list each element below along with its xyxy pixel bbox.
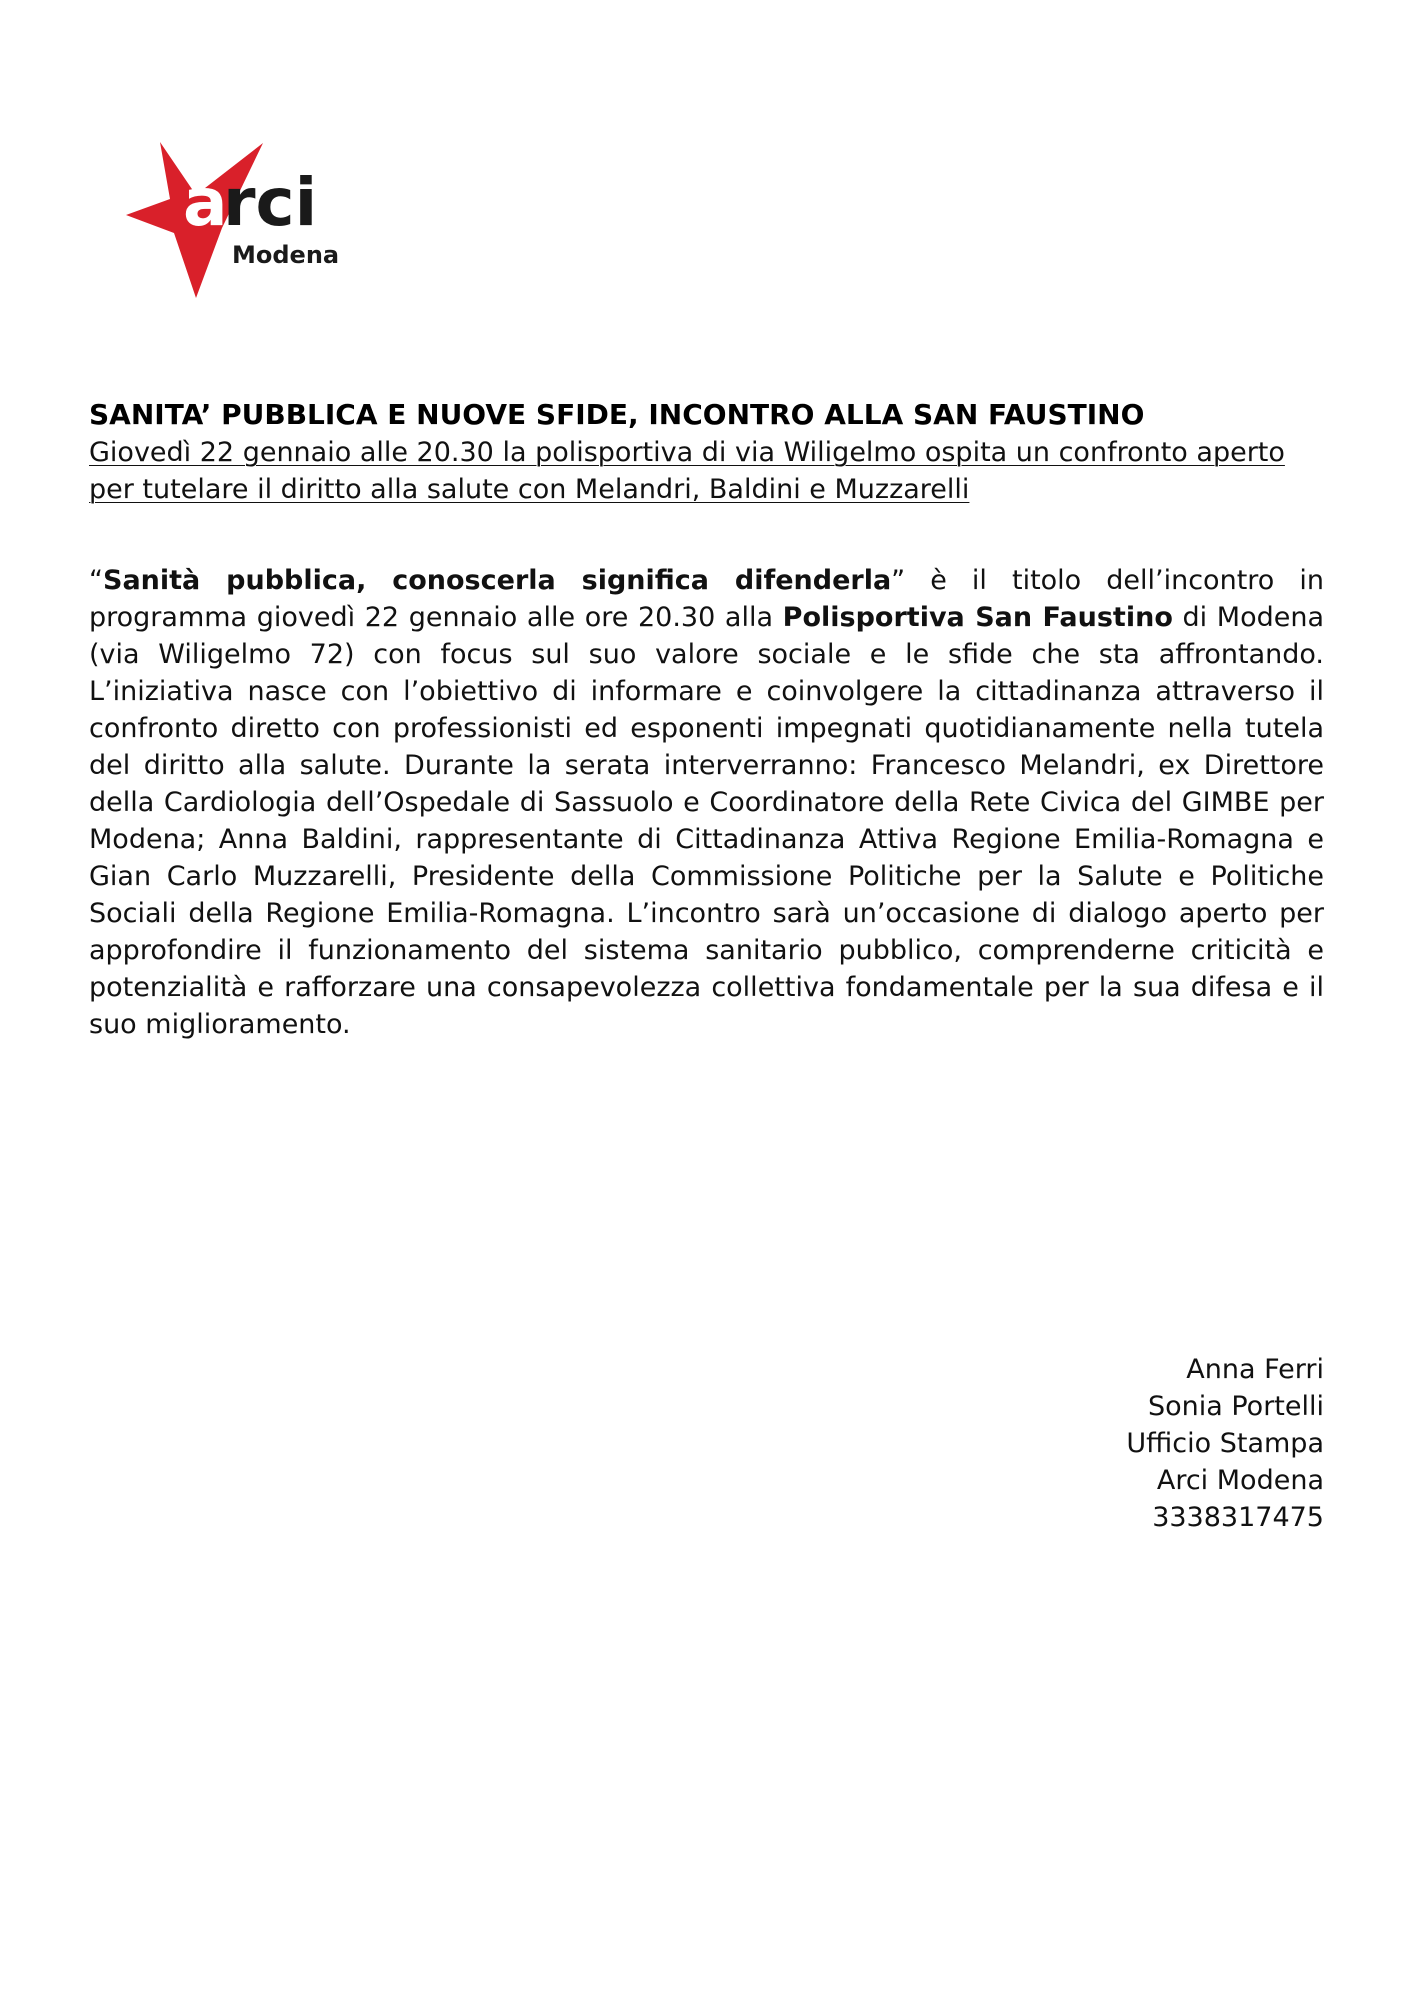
logo-text-rci: rci	[223, 164, 318, 241]
red-star-icon	[126, 142, 352, 302]
quote-open: “	[89, 565, 103, 596]
arci-modena-logo	[126, 142, 352, 302]
signature-line: Anna Ferri	[1186, 1354, 1324, 1385]
logo-text-modena: Modena	[232, 241, 340, 269]
signature-line: 3338317475	[1152, 1502, 1324, 1533]
body-text-2: di Modena (via Wiligelmo 72) con focus sul suo valore sociale e le sfide che sta affrontando. L’iniziativa nasce con l’obiettivo di informare e coinvolgere la cittadinanza attraverso il confronto diretto con professionisti ed esponenti impegnati quotidianamente nella tutela del diritto alla salute. Durante la serata interverranno: Francesco Melandri, ex Direttore della Cardiologia dell’Ospedale di Sassuolo e Coordinatore della Rete Civica del GIMBE per Modena; Anna Baldini, rappresentante di Cittadinanza Attiva Regione Emilia-Romagna e Gian Carlo Muzzarelli, Presidente della Commissione Politiche per la Salute e Politiche Sociali della Regione Emilia-Romagna. L’incontro sarà un’occasione di dialogo aperto per approfondire il funzionamento del sistema sanitario pubblico, comprenderne criticità e potenzialità e rafforzare una consapevolezza collettiva fondamentale per la sua difesa e il suo miglioramento.	[89, 602, 1325, 1040]
event-title: Sanità pubblica, conoscerla significa difenderla	[103, 565, 892, 596]
body-text-1: ” è il titolo dell’incontro in programma giovedì 22 gennaio alle ore 20.30 alla	[89, 565, 1324, 633]
signature-block	[1126, 1351, 1324, 1536]
signature-line: Ufficio Stampa	[1126, 1428, 1324, 1459]
signature-line: Sonia Portelli	[1147, 1391, 1324, 1422]
logo-text-a: a	[183, 164, 228, 241]
page-title: SANITA’ PUBBLICA E NUOVE SFIDE, INCONTRO ALLA SAN FAUSTINO	[89, 398, 1145, 431]
headline-block	[89, 396, 1329, 508]
body-paragraph	[89, 562, 1324, 1043]
signature-line: Arci Modena	[1156, 1465, 1324, 1496]
venue-name: Polisportiva San Faustino	[782, 602, 1173, 633]
page-subtitle: Giovedì 22 gennaio alle 20.30 la polisportiva di via Wiligelmo ospita un confronto aperto per tutelare il diritto alla salute con Melandri, Baldini e Muzzarelli	[89, 437, 1285, 505]
